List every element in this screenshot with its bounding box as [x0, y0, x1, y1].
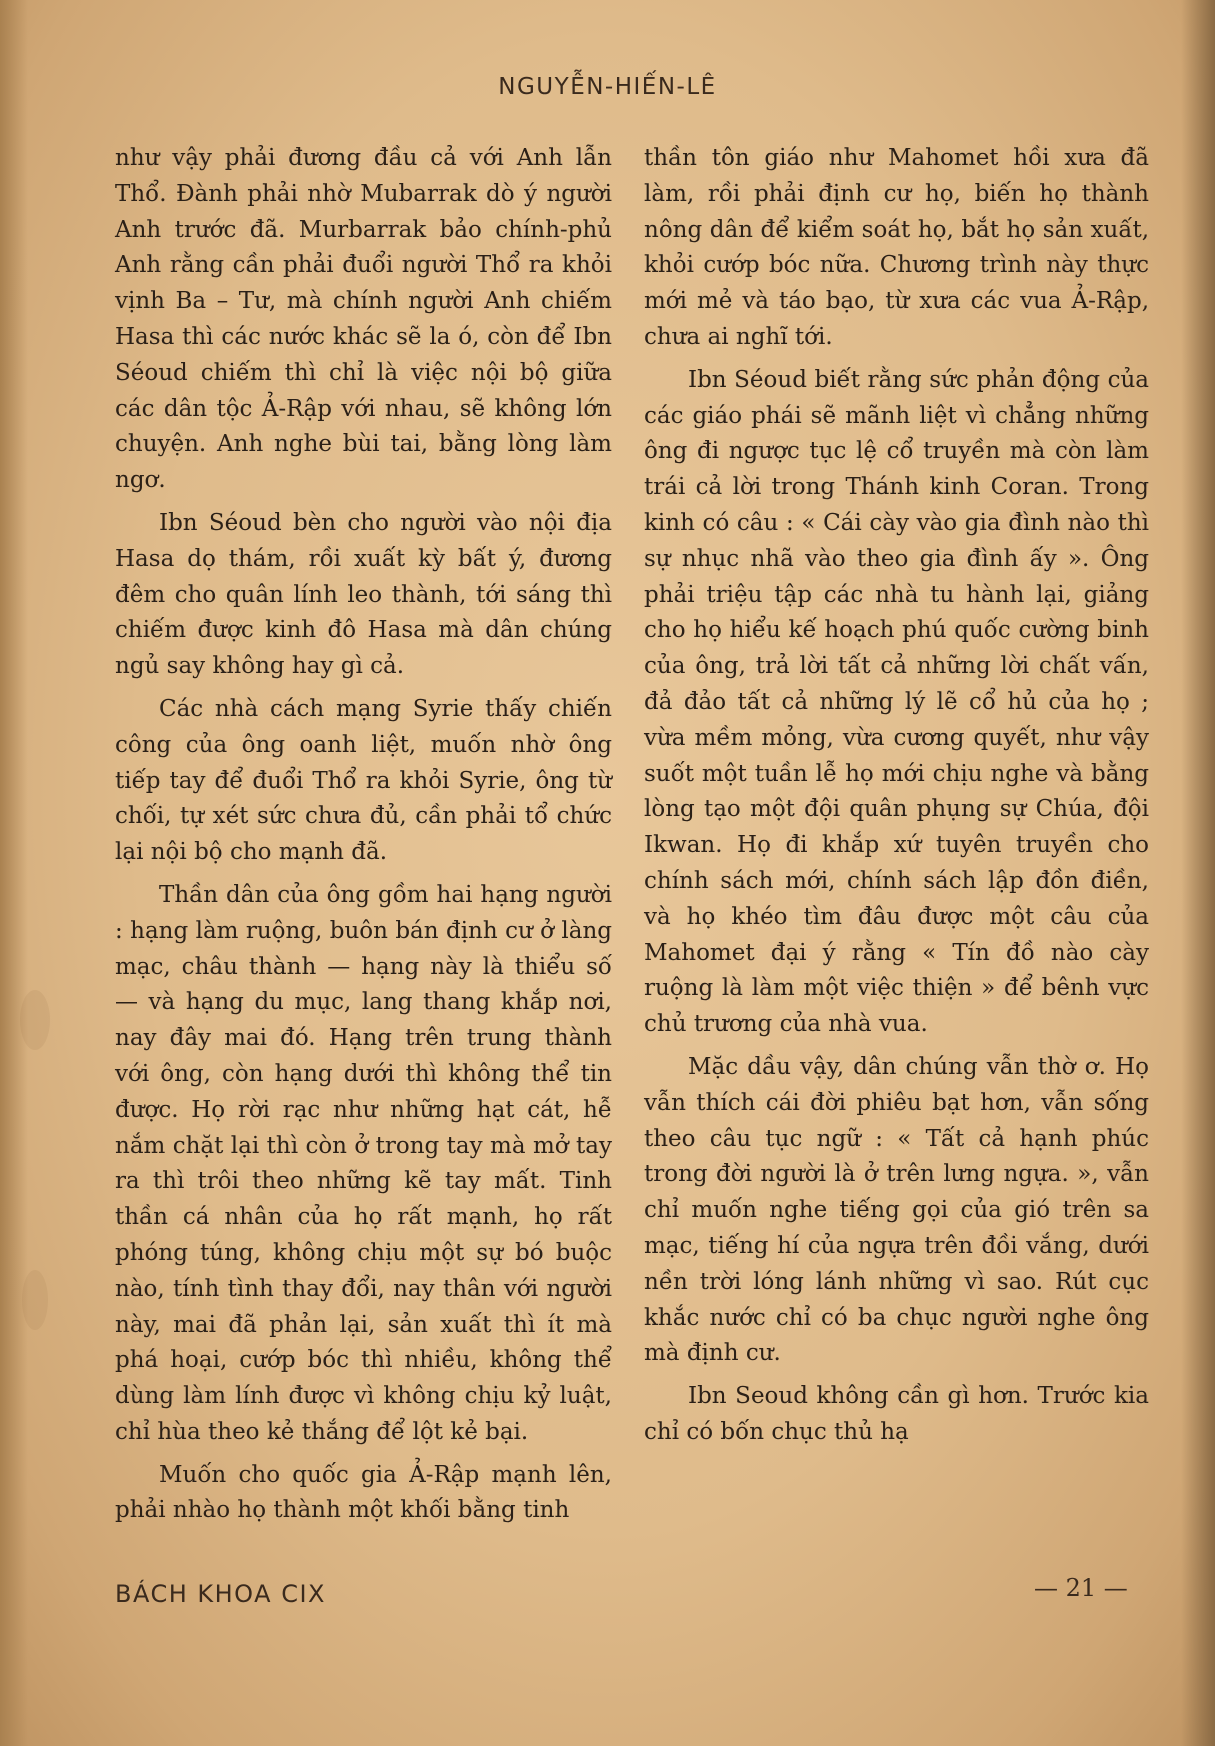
paragraph: Thần dân của ông gồm hai hạng người : hạng làm ruộng, buôn bán định cư ở làng mạc, châu thành — hạng này là thiểu số — và hạng du mục, lang thang khắp nơi, nay đây mai đó. Hạng trên trung thành với ông, còn hạng dưới thì không thể tin được. Họ rời rạc như những hạt cát, hễ nắm chặt lại thì còn ở trong tay mà mở tay ra thì trôi theo những kẽ tay mất. Tinh thần cá nhân của họ rất mạnh, họ rất phóng túng, không chịu một sự bó buộc nào, tính tình thay đổi, nay thân với người này, mai đã phản lại, sản xuất thì ít mà phá hoại, cướp bóc thì nhiều, không thể dùng làm lính được vì không chịu kỷ luật, chỉ hùa theo kẻ thắng để lột kẻ bại. [115, 881, 612, 1445]
page-edge-left [0, 0, 28, 1746]
paper-stain [22, 1270, 48, 1330]
paragraph: Ibn Seoud không cần gì hơn. Trước kia chỉ có bốn chục thủ hạ [644, 1383, 1149, 1445]
publication-footer: BÁCH KHOA CIX [115, 1580, 326, 1608]
page-edge-right [1181, 0, 1215, 1746]
paragraph: Ibn Séoud biết rằng sức phản động của các giáo phái sẽ mãnh liệt vì chẳng những ông đi ngược tục lệ cổ truyền mà còn làm trái cả lời trong Thánh kinh Coran. Trong kinh có câu : « Cái cày vào gia đình nào thì sự nhục nhã vào theo gia đình ấy ». Ông phải triệu tập các nhà tu hành lại, giảng cho họ hiểu kế hoạch phú quốc cường binh của ông, trả lời tất cả những lời chất vấn, đả đảo tất cả những lý lẽ cổ hủ của họ ; vừa mềm mỏng, vừa cương quyết, như vậy suốt một tuần lễ họ mới chịu nghe và bằng lòng tạo một đội quân phụng sự Chúa, đội Ikwan. Họ đi khắp xứ tuyên truyền cho chính sách mới, chính sách lập đồn điền, và họ khéo tìm đâu được một câu của Mahomet đại ý rằng « Tín đồ nào cày ruộng là làm một việc thiện » để bênh vực chủ trương của nhà vua. [644, 366, 1149, 1038]
left-column [115, 141, 612, 1536]
paragraph: Muốn cho quốc gia Ả-Rập mạnh lên, phải nhào họ thành một khối bằng tinh [115, 1461, 612, 1524]
paper-stain [20, 990, 50, 1050]
paragraph: Ibn Séoud bèn cho người vào nội địa Hasa dọ thám, rồi xuất kỳ bất ý, đương đêm cho quân lính leo thành, tới sáng thì chiếm được kinh đô Hasa mà dân chúng ngủ say không hay gì cả. [115, 509, 612, 680]
paragraph: như vậy phải đương đầu cả với Anh lẫn Thổ. Đành phải nhờ Mubarrak dò ý người Anh trước đã. Murbarrak bảo chính-phủ Anh rằng cần phải đuổi người Thổ ra khỏi vịnh Ba – Tư, mà chính người Anh chiếm Hasa thì các nước khác sẽ la ó, còn để Ibn Séoud chiếm thì chỉ là việc nội bộ giữa các dân tộc Ả-Rập với nhau, sẽ không lớn chuyện. Anh nghe bùi tai, bằng lòng làm ngơ. [115, 145, 612, 494]
paragraph: thần tôn giáo như Mahomet hồi xưa đã làm, rồi phải định cư họ, biến họ thành nông dân để kiểm soát họ, bắt họ sản xuất, khỏi cướp bóc nữa. Chương trình này thực mới mẻ và táo bạo, từ xưa các vua Ả-Rập, chưa ai nghĩ tới. [644, 145, 1149, 350]
running-header: NGUYỄN-HIẾN-LÊ [498, 74, 717, 100]
paragraph: Các nhà cách mạng Syrie thấy chiến công của ông oanh liệt, muốn nhờ ông tiếp tay để đuổi Thổ ra khỏi Syrie, ông từ chối, tự xét sức chưa đủ, cần phải tổ chức lại nội bộ cho mạnh đã. [115, 695, 612, 866]
page-number: — 21 — [1034, 1574, 1128, 1602]
right-column [644, 141, 1149, 1458]
paragraph: Mặc dầu vậy, dân chúng vẫn thờ ơ. Họ vẫn thích cái đời phiêu bạt hơn, vẫn sống theo câu tục ngữ : « Tất cả hạnh phúc trong đời người là ở trên lưng ngựa. », vẫn chỉ muốn nghe tiếng gọi của gió trên sa mạc, tiếng hí của ngựa trên đồi vắng, dưới nền trời lóng lánh những vì sao. Rút cục khắc nước chỉ có ba chục người nghe ông mà định cư. [644, 1053, 1149, 1367]
